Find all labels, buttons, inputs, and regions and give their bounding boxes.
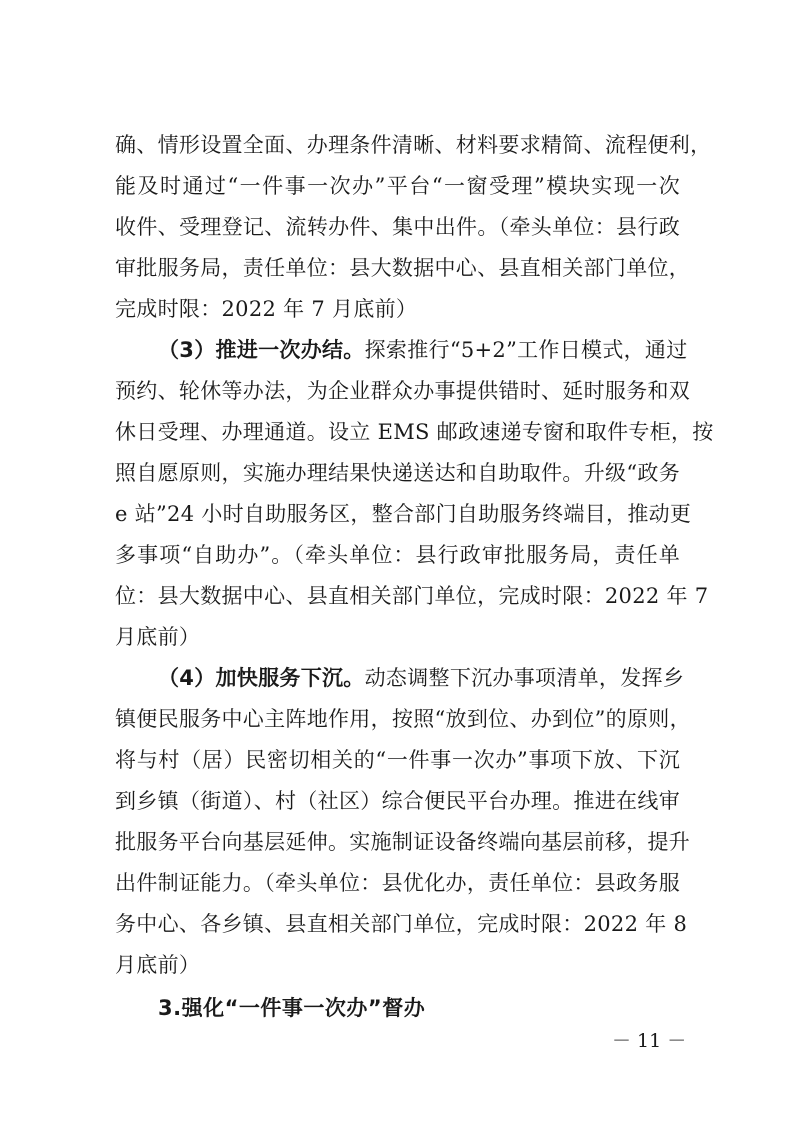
paragraph-line: 收件、受理登记、流转办件、集中出件。（牵头单位：县行政 — [115, 215, 680, 239]
paragraph-line: 批服务平台向基层延伸。实施制证设备终端向基层前移，提升 — [115, 830, 691, 854]
paragraph-line: 审批服务局，责任单位：县大数据中心、县直相关部门单位， — [115, 256, 691, 280]
paragraph-line: 镇便民服务中心主阵地作用，按照“放到位、办到位”的原则， — [115, 707, 691, 731]
item-4-first-line — [158, 660, 685, 696]
paragraph-line: 务中心、各乡镇、县直相关部门单位，完成时限：2022 年 8 — [115, 912, 688, 936]
paragraph-line: 能及时通过“一件事一次办”平台“一窗受理”模块实现一次 — [115, 174, 680, 198]
paragraph-line: 月底前） — [115, 625, 201, 649]
paragraph-line: 位：县大数据中心、县直相关部门单位，完成时限：2022 年 7 — [115, 584, 709, 608]
paragraph-line: 出件制证能力。（牵头单位：县优化办，责任单位：县政务服 — [115, 871, 680, 895]
paragraph-line: e 站”24 小时自助服务区，整合部门自助服务终端目，推动更 — [115, 502, 692, 526]
item-3-first-line — [158, 332, 688, 368]
paragraph-line: 照自愿原则，实施办理结果快递送达和自助取件。升级“政务 — [115, 461, 680, 485]
paragraph-line: 预约、轮休等办法，为企业群众办事提供错时、延时服务和双 — [115, 379, 691, 403]
item-3-first-line-text: 探索推行“5+2”工作日模式，通过 — [364, 338, 688, 362]
paragraph-line: 到乡镇（街道）、村（社区）综合便民平台办理。推进在线审 — [115, 789, 680, 813]
item-4-first-line-text: 动态调整下沉办事项清单，发挥乡 — [364, 666, 685, 690]
paragraph-line: 多事项“自助办”。（牵头单位：县行政审批服务局，责任单 — [115, 543, 680, 567]
paragraph-line: 月底前） — [115, 953, 201, 977]
item-3-heading: （3）推进一次办结。 — [158, 338, 365, 362]
paragraph-line: 完成时限：2022 年 7 月底前） — [115, 297, 418, 321]
paragraph-line: 确、情形设置全面、办理条件清晰、材料要求精简、流程便利， — [115, 133, 712, 157]
page-number: － 11 － — [612, 1030, 687, 1052]
item-4-heading: （4）加快服务下沉。 — [158, 666, 365, 690]
paragraph-line: 休日受理、办理通道。设立 EMS 邮政速递专窗和取件专柜，按 — [115, 420, 714, 444]
section-heading: 3.强化“一件事一次办”督办 — [158, 996, 426, 1020]
paragraph-line: 将与村（居）民密切相关的“一件事一次办”事项下放、下沉 — [115, 748, 680, 772]
